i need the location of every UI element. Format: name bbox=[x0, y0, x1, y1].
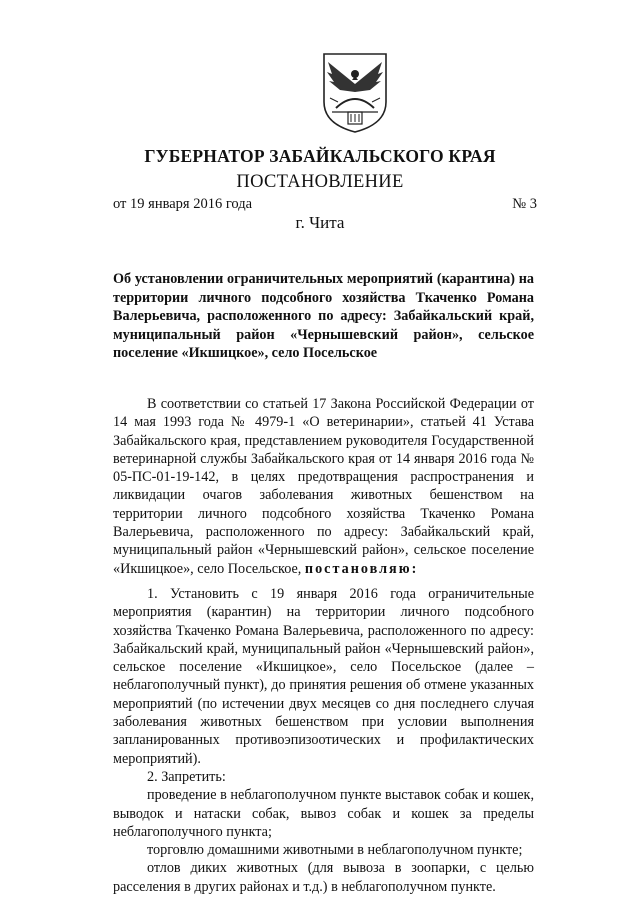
preamble-paragraph bbox=[113, 395, 534, 578]
document-body bbox=[113, 395, 534, 896]
issuer-title: ГУБЕРНАТОР ЗАБАЙКАЛЬСКОГО КРАЯ bbox=[144, 146, 496, 166]
item-paragraph: торговлю домашними животными в неблагополучном пункте; bbox=[147, 842, 523, 859]
coat-of-arms-icon bbox=[318, 50, 392, 134]
document-subject: Об установлении ограничительных мероприятий (карантина) на территории личного подсобного хозяйства Ткаченко Романа Валерьевича, расположенного по адресу: Забайкальский край, муниципальный район «Чернышевский район», сельское поселение «Икшицкое», село Посельское bbox=[113, 271, 534, 361]
document-number: № 3 bbox=[512, 196, 537, 212]
item-paragraph: проведение в неблагополучном пункте выставок собак и кошек, выводок и натаски собак, вывоз собак и кошек за пределы неблагополучного пункта; bbox=[113, 787, 534, 840]
item-paragraph: 2. Запретить: bbox=[147, 768, 226, 785]
document-date: от 19 января 2016 года bbox=[113, 196, 253, 212]
decree-word: постановляю: bbox=[304, 560, 419, 577]
document-city: г. Чита bbox=[295, 213, 345, 232]
item-paragraph: отлов диких животных (для вывоза в зоопарки, с целью расселения в других районах и т.д.) в неблагополучном пункте. bbox=[113, 860, 534, 895]
document-type: ПОСТАНОВЛЕНИЕ bbox=[236, 172, 404, 192]
preamble-text: В соответствии со статьей 17 Закона Российской Федерации от 14 мая 1993 года № 4979-1 «О ветеринарии», статьей 41 Устава Забайкальского края, представлением руководителя Государственной ветеринарной службы Забайкальского края от 14 января 2016 года № 05-ПС-01-19-142, в целях предотвращения распространения и ликвидации очагов заболевания животных бешенством на территории личного подсобного хозяйства Ткаченко Романа Валерьевича, расположенного по адресу: Забайкальский край, муниципальный район «Чернышевский район», сельское поселение «Икшицкое», село Посельское, bbox=[113, 396, 534, 577]
item-paragraph: 1. Установить с 19 января 2016 года ограничительные мероприятия (карантин) на территории личного подсобного хозяйства Ткаченко Романа Валерьевича, расположенного по адресу: Забайкальский край, муниципальный район «Чернышевский район», сельское поселение «Икшицкое», село Посельское (далее – неблагополучный пункт), до принятия решения об отмене указанных мероприятий (по истечении двух месяцев со дня последнего случая заболевания животных бешенством при условии выполнения запланированных противоэпизоотических и профилактических мероприятий). bbox=[113, 585, 534, 767]
